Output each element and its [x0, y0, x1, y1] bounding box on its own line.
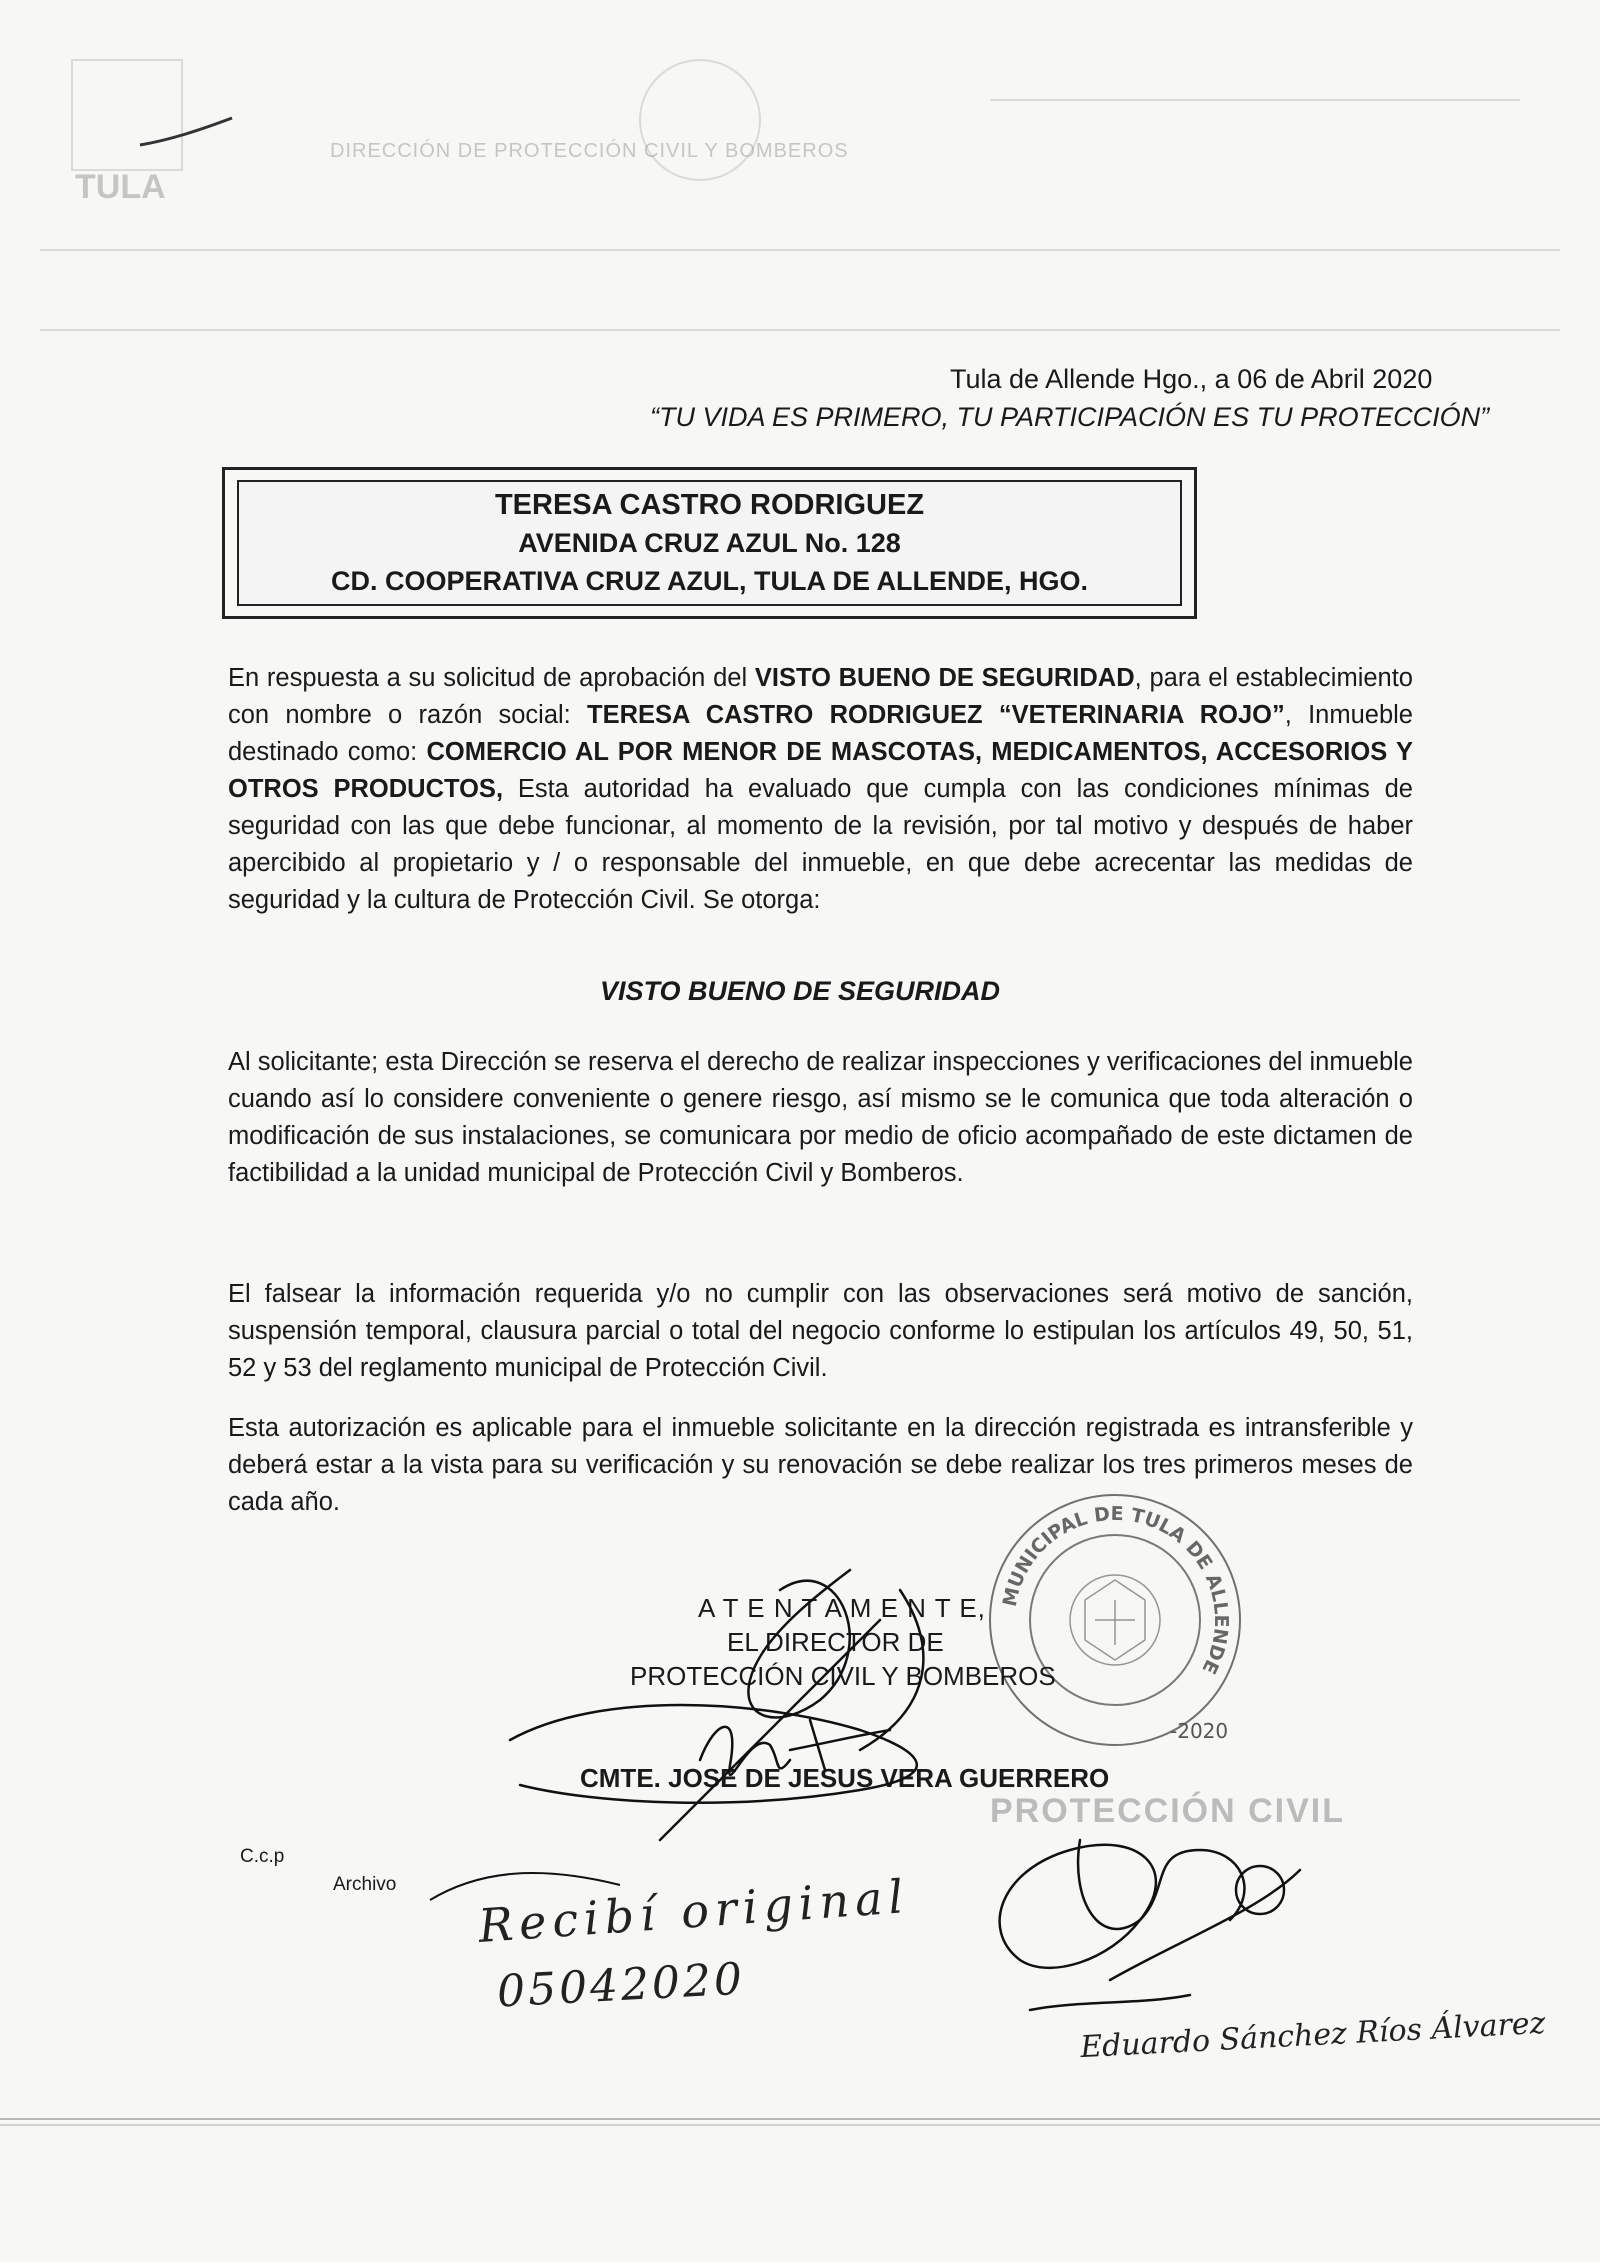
- letterhead-faded-text: DIRECCIÓN DE PROTECCIÓN CIVIL Y BOMBEROS: [330, 140, 849, 162]
- letterhead: [0, 0, 1600, 340]
- handwritten-date: 05042020: [495, 1953, 747, 2018]
- date-line: Tula de Allende Hgo., a 06 de Abril 2020: [950, 364, 1433, 394]
- slogan: “TU VIDA ES PRIMERO, TU PARTICIPACIÓN ES TU PROTECCIÓN”: [650, 402, 1490, 432]
- director-name: CMTE. JOSE DE JESUS VERA GUERRERO: [580, 1763, 1110, 1793]
- stamp-bottom-text: PROTECCIÓN CIVIL: [990, 1792, 1346, 1830]
- page-bottom-rule: [0, 2118, 1600, 2120]
- section-title: VISTO BUENO DE SEGURIDAD: [599, 976, 1001, 1006]
- paragraph-request: [228, 660, 1413, 919]
- recipient-city: CD. COOPERATIVA CRUZ AZUL, TULA DE ALLENDE, HGO.: [331, 566, 1088, 596]
- recipient-street: AVENIDA CRUZ AZUL No. 128: [518, 528, 901, 558]
- closing: A T E N T A M E N T E,: [698, 1593, 986, 1623]
- page-bottom-rule-2: [0, 2124, 1600, 2126]
- p1-text-c: , para el establecimiento con nombre o razón social:: [228, 664, 1413, 729]
- p1-text-a: En respuesta a su solicitud de aprobación del: [228, 664, 755, 692]
- p1-text-g: Esta autoridad ha evaluado que cumpla con las condiciones mínimas de seguridad con las que debe funcionar, al momento de la revisión, por tal motivo y después de haber apercibido al propietario y / o responsable del inmueble, en que debe acrecentar las medidas de seguridad y la cultura de Protección Civil. Se otorga:: [228, 775, 1413, 914]
- stamp-ring-text: MUNICIPAL DE TULA DE ALLENDE: [998, 1502, 1233, 1678]
- letterhead-watermark: [0, 0, 1600, 340]
- signature-loop: [420, 1860, 640, 1940]
- receiver-signature: [960, 1810, 1340, 2040]
- stamp-date: -2020: [1170, 1719, 1229, 1743]
- paragraph-validity: Esta autorización es aplicable para el inmueble solicitante en la dirección registrada es intransferible y deberá estar a la vista para su verificación y su renovación se debe realizar los tres primeros meses de cada año.: [228, 1414, 1413, 1516]
- p1-business-type: COMERCIO AL POR MENOR DE MASCOTAS, MEDICAMENTOS, ACCESORIOS Y OTROS PRODUCTOS,: [228, 738, 1413, 803]
- paragraph-sanctions: El falsear la información requerida y/o no cumplir con las observaciones será motivo de sanción, suspensión temporal, clausura parcial o total del negocio conforme lo estipulan los artículos 49, 50, 51, 52 y 53 del reglamento municipal de Protección Civil.: [228, 1280, 1413, 1382]
- p1-text-e: , Inmueble destinado como:: [228, 701, 1413, 766]
- paragraph-inspections: Al solicitante; esta Dirección se reserva el derecho de realizar inspecciones y verificaciones del inmueble cuando así lo considere conveniente o genere riesgo, así mismo se le comunica que toda alteración o modificación de sus instalaciones, se comunicara por medio de oficio acompañado de este dictamen de factibilidad a la unidad municipal de Protección Civil y Bomberos.: [228, 1048, 1413, 1187]
- recipient-box: [222, 467, 1197, 619]
- handwritten-received-note: Recibí original: [476, 1869, 911, 1953]
- p1-business-name: TERESA CASTRO RODRIGUEZ “VETERINARIA ROJO”: [587, 701, 1285, 729]
- director-title-1: EL DIRECTOR DE: [727, 1627, 944, 1657]
- recipient-name: TERESA CASTRO RODRIGUEZ: [494, 489, 925, 521]
- ccp-label: C.c.p: [240, 1846, 285, 1867]
- director-title-2: PROTECCIÓN CIVIL Y BOMBEROS: [630, 1661, 1056, 1691]
- p1-visto-bueno: VISTO BUENO DE SEGURIDAD: [754, 664, 1135, 692]
- letterhead-logo-text: TULA: [75, 168, 166, 206]
- handwritten-receiver-name: Eduardo Sánchez Ríos Álvarez: [1079, 2005, 1547, 2066]
- archivo-label: Archivo: [333, 1874, 397, 1895]
